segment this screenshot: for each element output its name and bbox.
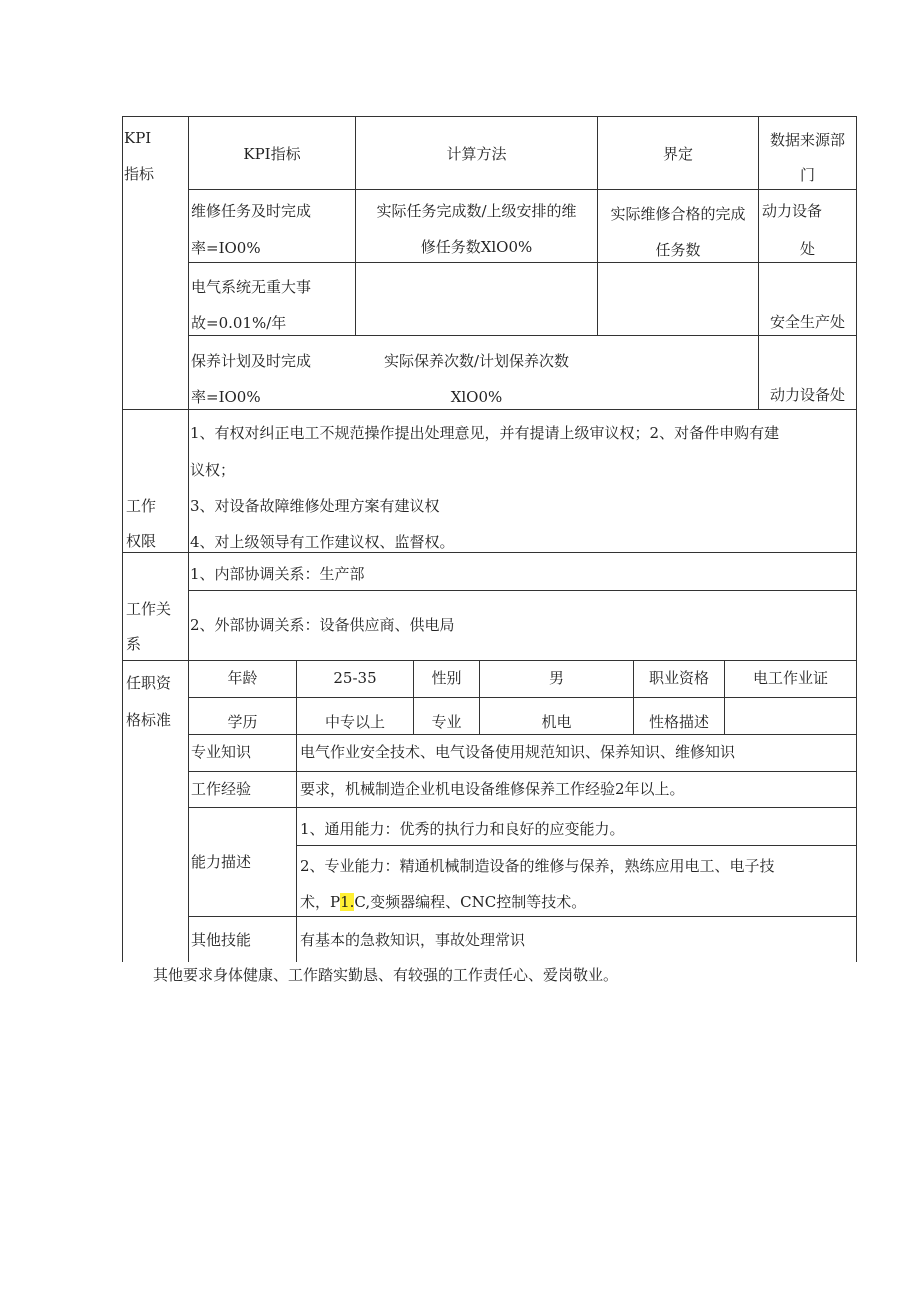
kpi-header-source: 门 (799, 166, 815, 184)
grid-line (122, 660, 857, 661)
authority-text: 3、对设备故障维修处理方案有建议权 (190, 497, 440, 515)
other-skills-value: 有基本的急救知识，事故处理常识 (300, 931, 526, 949)
kpi-indicator-cell: 率=IO0% (191, 239, 261, 257)
ability-text: C,变频器编程、CNC控制等技术。 (354, 893, 587, 911)
grid-line (188, 590, 857, 591)
ability-label: 能力描述 (191, 853, 252, 871)
grid-line (188, 262, 857, 263)
grid-line (122, 552, 857, 553)
gender-label: 性别 (431, 669, 462, 687)
qualification-section-label: 任职资 (126, 674, 172, 692)
experience-label: 工作经验 (191, 780, 252, 798)
major-label: 专业 (431, 713, 462, 731)
kpi-method-cell: 实际任务完成数/上级安排的维 (376, 202, 577, 220)
grid-line (188, 116, 189, 962)
knowledge-label: 专业知识 (191, 743, 252, 761)
age-label: 年龄 (227, 669, 258, 687)
grid-line (188, 771, 857, 772)
grid-line (188, 697, 857, 698)
external-relations: 2、外部协调关系：设备供应商、供电局 (190, 616, 455, 634)
authority-section-label: 权限 (126, 532, 157, 550)
education-value: 中专以上 (324, 713, 385, 731)
age-value: 25-35 (333, 669, 377, 687)
relations-section-label: 系 (126, 635, 142, 653)
grid-line (758, 116, 759, 409)
knowledge-value: 电气作业安全技术、电气设备使用规范知识、保养知识、维修知识 (300, 743, 736, 761)
kpi-source-cell: 处 (799, 240, 815, 258)
highlight-mark: 1. (340, 893, 355, 911)
kpi-source-cell: 动力设备处 (769, 386, 845, 404)
other-requirements: 其他要求身体健康、工作踏实勤恳、有较强的工作责任心、爱岗敬业。 (153, 966, 619, 984)
kpi-indicator-cell: 保养计划及时完成 (191, 352, 312, 370)
kpi-header-source: 数据来源部 (769, 131, 845, 149)
kpi-definition-cell: 任务数 (655, 241, 701, 259)
kpi-definition-cell: 实际维修合格的完成 (610, 205, 746, 223)
grid-line (856, 116, 857, 962)
kpi-header-method: 计算方法 (446, 145, 507, 163)
kpi-source-cell: 动力设备 (762, 202, 823, 220)
kpi-indicator-cell: 率=IO0% (191, 388, 261, 406)
grid-line (188, 807, 857, 808)
grid-line (122, 116, 123, 962)
experience-value: 要求，机械制造企业机电设备维修保养工作经验2年以上。 (300, 780, 685, 798)
authority-text: 议权； (190, 461, 236, 479)
kpi-method-cell: 实际保养次数/计划保养次数 (383, 352, 570, 370)
grid-line (122, 116, 857, 117)
kpi-method-cell: 修任务数XlO0% (420, 238, 533, 256)
kpi-section-label: KPI (124, 129, 152, 147)
kpi-header-definition: 界定 (662, 145, 693, 163)
personality-label: 性格描述 (648, 713, 709, 731)
grid-line (188, 189, 857, 190)
gender-value: 男 (548, 669, 564, 687)
grid-line (188, 335, 857, 336)
cert-value: 电工作业证 (752, 669, 828, 687)
internal-relations: 1、内部协调关系：生产部 (190, 565, 365, 583)
kpi-method-cell: XlO0% (450, 388, 503, 406)
ability-professional-cont (300, 893, 586, 911)
kpi-source-cell: 安全生产处 (769, 313, 845, 331)
authority-text: 4、对上级领导有工作建议权、监督权。 (190, 533, 455, 551)
grid-line (296, 660, 297, 962)
ability-general: 1、通用能力：优秀的执行力和良好的应变能力。 (300, 820, 625, 838)
ability-text: 术，P (300, 893, 341, 911)
kpi-indicator-cell: 维修任务及时完成 (191, 202, 312, 220)
kpi-indicator-cell: 电气系统无重大事 (191, 278, 312, 296)
grid-line (188, 734, 857, 735)
other-skills-label: 其他技能 (191, 931, 252, 949)
ability-professional: 2、专业能力：精通机械制造设备的维修与保养，熟练应用电工、电子技 (300, 857, 775, 875)
grid-line (122, 409, 857, 410)
authority-section-label: 工作 (126, 497, 157, 515)
education-label: 学历 (227, 713, 258, 731)
major-value: 机电 (541, 713, 572, 731)
grid-line (296, 845, 857, 846)
cert-label: 职业资格 (648, 669, 709, 687)
relations-section-label: 工作关 (126, 600, 172, 618)
qualification-section-label: 格标准 (126, 711, 172, 729)
kpi-section-label: 指标 (124, 165, 155, 183)
grid-line (188, 916, 857, 917)
kpi-indicator-cell: 故=0.01%/年 (191, 314, 287, 332)
kpi-header-indicator: KPI指标 (243, 145, 301, 163)
authority-text: 1、有权对纠正电工不规范操作提出处理意见，并有提请上级审议权；2、对备件申购有建 (190, 424, 780, 442)
